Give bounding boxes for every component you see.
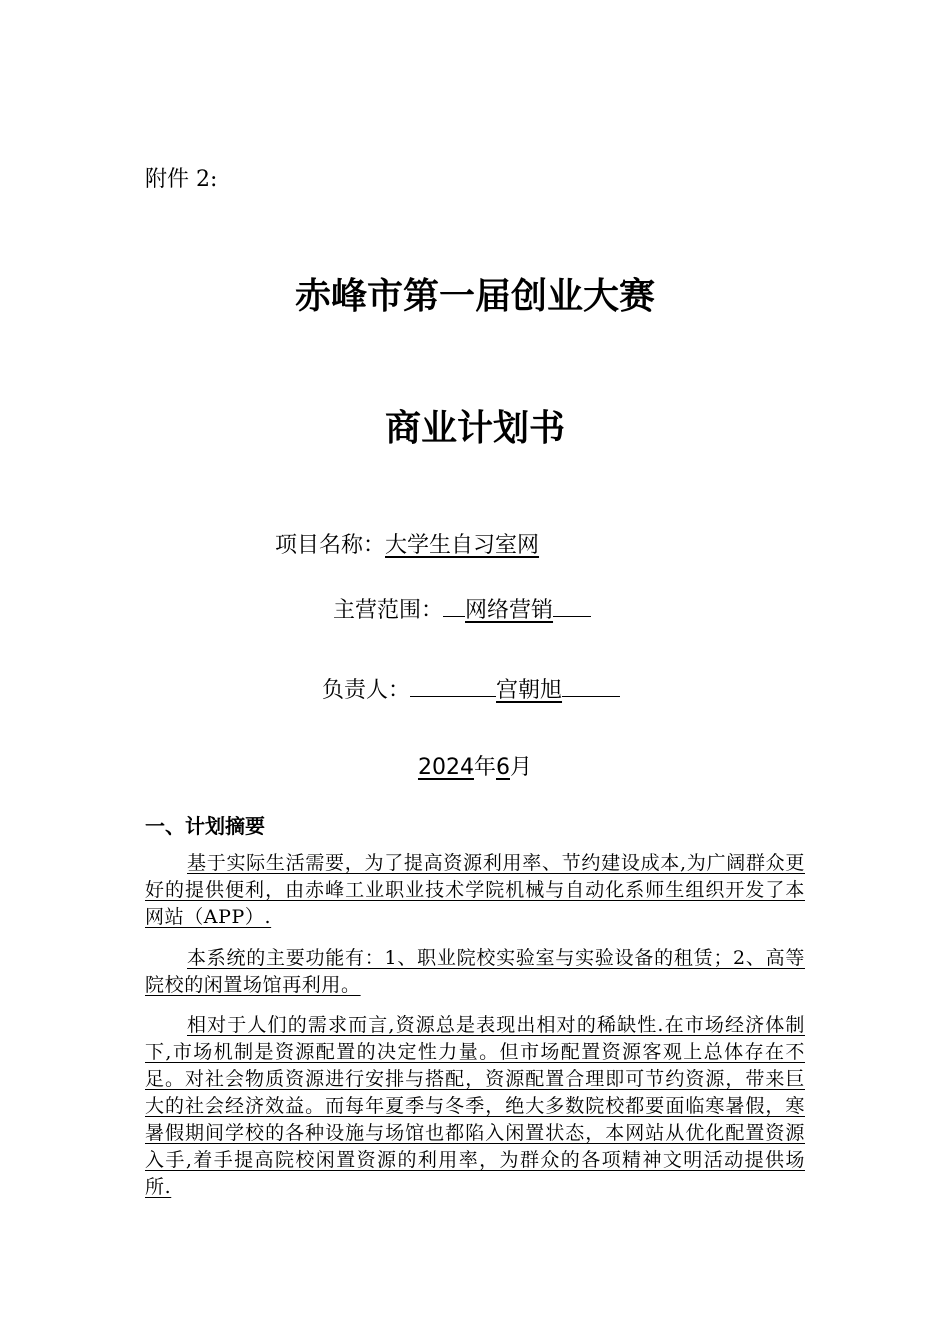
blank-underline xyxy=(410,674,496,697)
project-name-label: 项目名称： xyxy=(275,533,386,558)
section-heading: 一、计划摘要 xyxy=(145,814,265,838)
summary-paragraph-1: 基于实际生活需要，为了提高资源利用率、节约建设成本,为广阔群众更好的提供便利，由赤峰工业职业技术学院机械与自动化系师生组织开发了本网站（APP）. xyxy=(145,852,805,928)
business-scope-label: 主营范围： xyxy=(333,598,444,623)
blank-underline xyxy=(553,594,591,617)
owner-label: 负责人： xyxy=(322,678,411,703)
date-month-label: 月 xyxy=(510,755,533,780)
summary-paragraph-3: 相对于人们的需求而言,资源总是表现出相对的稀缺性.在市场经济体制下,市场机制是资源配置的决定性力量。但市场配置资源客观上总体存在不足。对社会物质资源进行安排与搭配，资源配置合理即可节约资源，带来巨大的社会经济效益。而每年夏季与冬季，绝大多数院校都要面临寒暑假，寒暑假期间学校的各种设施与场馆也都陷入闲置状态，本网站从优化配置资源入手,着手提高院校闲置资源的利用率，为群众的各项精神文明活动提供场所. xyxy=(145,1014,805,1198)
document-title: 赤峰市第一届创业大赛 xyxy=(294,276,655,317)
business-scope-value: 网络营销 xyxy=(465,598,554,623)
date-year-label: 年 xyxy=(473,755,496,780)
blank-underline xyxy=(562,674,620,697)
summary-paragraph-2: 本系统的主要功能有：1、职业院校实验室与实验设备的租赁；2、高等院校的闲置场馆再利用。 xyxy=(145,947,805,996)
owner-field xyxy=(322,673,620,704)
attachment-label: 附件 2: xyxy=(145,167,218,192)
date-line xyxy=(0,750,950,781)
project-name-value: 大学生自习室网 xyxy=(385,533,540,558)
project-name-field xyxy=(275,528,539,559)
business-scope-field xyxy=(333,593,591,624)
date-month: 6 xyxy=(496,755,510,780)
blank-underline xyxy=(443,594,465,617)
date-year: 2024 xyxy=(417,755,474,780)
owner-value: 宫朝旭 xyxy=(496,678,563,703)
document-subtitle: 商业计划书 xyxy=(384,408,565,449)
